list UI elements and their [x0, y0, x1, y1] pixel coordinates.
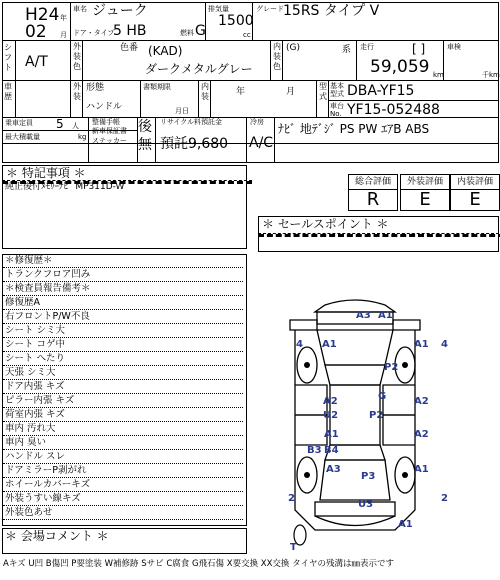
damage-rear-skirt: A1: [398, 519, 413, 530]
inspection-item: ピラー内張 キズ: [3, 394, 243, 408]
interior-score-label: 内装評価: [450, 174, 500, 190]
damage-left-front-door: A2: [323, 396, 338, 407]
damage-windshield: G: [378, 391, 387, 402]
doc-unit: 月日: [175, 107, 189, 115]
int-color-label: 内装色: [273, 42, 281, 71]
mileage-unit: km: [433, 71, 444, 79]
grade-value: 15RS タイプ V: [283, 3, 380, 19]
exterior-score-label: 外装評価: [400, 174, 450, 190]
int-color-code: (G): [286, 43, 300, 53]
history-label: 車歴: [4, 82, 12, 101]
legend: Aキズ U凹 B傷凹 P要塗装 W補修跡 Sサビ C腐食 G飛石傷 X要交換 XX交換 タイヤの残溝は㎜表示です: [3, 559, 394, 569]
color-code: (KAD): [148, 44, 183, 58]
mileage-bracket: [ ]: [412, 42, 426, 56]
damage-front-bumper-left: A3: [356, 310, 371, 321]
base-model-label: 基本型式: [330, 82, 344, 98]
aircon-label: 冷房: [250, 118, 264, 126]
damage-front-fender-right: A1: [414, 339, 429, 350]
form-label: 形態: [86, 83, 105, 93]
inspection-item: シート へたり: [3, 352, 243, 366]
shift-label: シフト: [4, 43, 12, 72]
inspection-item: 車内 臭い: [3, 436, 243, 450]
auction-comment-title: ＊ 会場コメント ＊: [5, 529, 109, 543]
shift-value: A/T: [25, 54, 48, 70]
inspection-item: 車内 汚れ大: [3, 422, 243, 436]
damage-front-bumper-right: A1: [378, 310, 393, 321]
month2: 月: [286, 87, 296, 97]
mileage-label: 走行: [360, 43, 374, 51]
doors-value: 5 HB: [113, 23, 147, 39]
inspection-item: 天張 シミ大: [3, 366, 243, 380]
inspection-item: シート コゲ中: [3, 338, 243, 352]
handle-label: ハンドル: [86, 102, 123, 112]
sales-point-title: ＊ セールスポイント ＊: [262, 217, 389, 231]
displacement-label: 排気量: [208, 5, 229, 13]
repair-item: トランクフロア凹み: [3, 268, 243, 282]
color-name: ダークメタルグレー: [145, 62, 253, 76]
divider: [2, 40, 498, 41]
inspection-title: ＊検査員報告備考＊: [3, 282, 243, 296]
equipment-value: ﾅﾋﾞ 地ﾃﾞｼﾞ PS PW ｴｱB ABS: [278, 122, 430, 136]
damage-right-rear-fender: A1: [414, 464, 429, 475]
damage-left-rear-door-b3: B3: [307, 445, 322, 456]
inspection-item: ホイールカバーキズ: [3, 478, 243, 492]
manual-label: 整備手帳: [92, 118, 120, 126]
model-value: ジューク: [92, 3, 148, 19]
aircon-value: A/C: [249, 135, 274, 151]
tire-front-right: 4: [441, 339, 448, 350]
interior-score: E: [469, 189, 481, 210]
displacement-value: 1500: [218, 13, 254, 29]
fuel-value: G: [195, 23, 206, 39]
total-score: R: [366, 189, 380, 210]
inspection-item: シート シミ大: [3, 324, 243, 338]
year-value: H24: [25, 5, 60, 25]
color-label: 色番: [120, 43, 139, 53]
recycle-value: 預託9,680: [160, 136, 229, 152]
inspection-item: 修復歴A: [3, 296, 243, 310]
damage-right-rear-door: A2: [414, 429, 429, 440]
spare-tire: T: [290, 542, 297, 553]
mileage-value: 59,059: [370, 57, 430, 77]
damage-hood: P2: [384, 362, 399, 373]
inspection-item: ドア内張 キズ: [3, 380, 243, 394]
sticker-value: 無: [138, 137, 152, 153]
tire-front-left: 4: [296, 339, 303, 350]
sticker-label: ステッカー: [92, 137, 127, 145]
recycle-label: リサイクル料預託金: [160, 118, 223, 126]
damage-front-fender-left: A1: [322, 339, 337, 350]
inspection-unit: 千km: [482, 71, 500, 79]
capacity-label: 乗車定員: [5, 119, 33, 127]
max-load-unit: kg: [78, 133, 87, 141]
inspection-label: 車検: [447, 43, 461, 51]
chassis-label: 車台No.: [330, 102, 344, 118]
fuel-label: 燃料: [180, 29, 194, 37]
damage-left-rear-door: A1: [324, 429, 339, 440]
int-color-suffix: 系: [342, 45, 352, 55]
grade-label: グレード: [256, 5, 284, 13]
displacement-unit: cc: [243, 31, 251, 39]
doc-label: 書類期限: [143, 83, 171, 91]
special-notes-title: ＊ 特記事項 ＊: [6, 166, 86, 180]
exterior-score: E: [419, 189, 431, 210]
damage-rear-hatch: P3: [361, 471, 376, 482]
damage-left-rear-fender: A3: [326, 464, 341, 475]
chassis-value: YF15-052488: [347, 102, 440, 118]
month-unit: 月: [60, 31, 67, 39]
inspection-item: 外装色あせ: [3, 506, 243, 520]
manual-value: 後: [138, 119, 152, 135]
damage-rear-bumper: U3: [358, 499, 374, 510]
damage-roof: P2: [369, 410, 384, 421]
ext-color-label: 外装色: [73, 42, 81, 71]
month-value: 02: [25, 22, 47, 42]
inspection-item: ドアミラーP剥がれ: [3, 464, 243, 478]
special-notes-text: 純正後付ﾒﾓﾘｰﾅﾋﾞ MP311D-W: [5, 182, 125, 192]
inspection-item: 外装うすい線キズ: [3, 492, 243, 506]
max-load-label: 最大積載量: [5, 133, 40, 141]
warranty-label: 新車保証書: [92, 127, 127, 135]
inside-label: 内装: [201, 82, 209, 101]
repair-title: ＊修復歴＊: [3, 254, 243, 268]
damage-left-front-door-dent: U2: [323, 410, 339, 421]
capacity-unit: 人: [72, 122, 79, 130]
capacity-value: 5: [56, 117, 64, 131]
car-damage-diagram: [255, 290, 455, 550]
year-unit: 年: [60, 14, 67, 22]
ext-label: 外装: [73, 82, 81, 101]
inspection-item: 右フロントP/W不良: [3, 310, 243, 324]
type-label: 型式: [319, 82, 327, 101]
year2: 年: [236, 87, 246, 97]
tire-rear-right: 2: [441, 493, 448, 504]
base-model-value: DBA-YF15: [347, 83, 415, 99]
divider: [2, 80, 498, 81]
damage-right-front-door: A2: [414, 396, 429, 407]
damage-left-rear-door-b4: B4: [324, 445, 339, 456]
inspection-item: ハンドル スレ: [3, 450, 243, 464]
doors-label: ドア・タイプ: [73, 29, 115, 37]
total-score-label: 総合評価: [348, 174, 398, 190]
inspection-item: 荷室内張 キズ: [3, 408, 243, 422]
model-label: 車名: [73, 5, 87, 13]
tire-rear-left: 2: [288, 493, 295, 504]
